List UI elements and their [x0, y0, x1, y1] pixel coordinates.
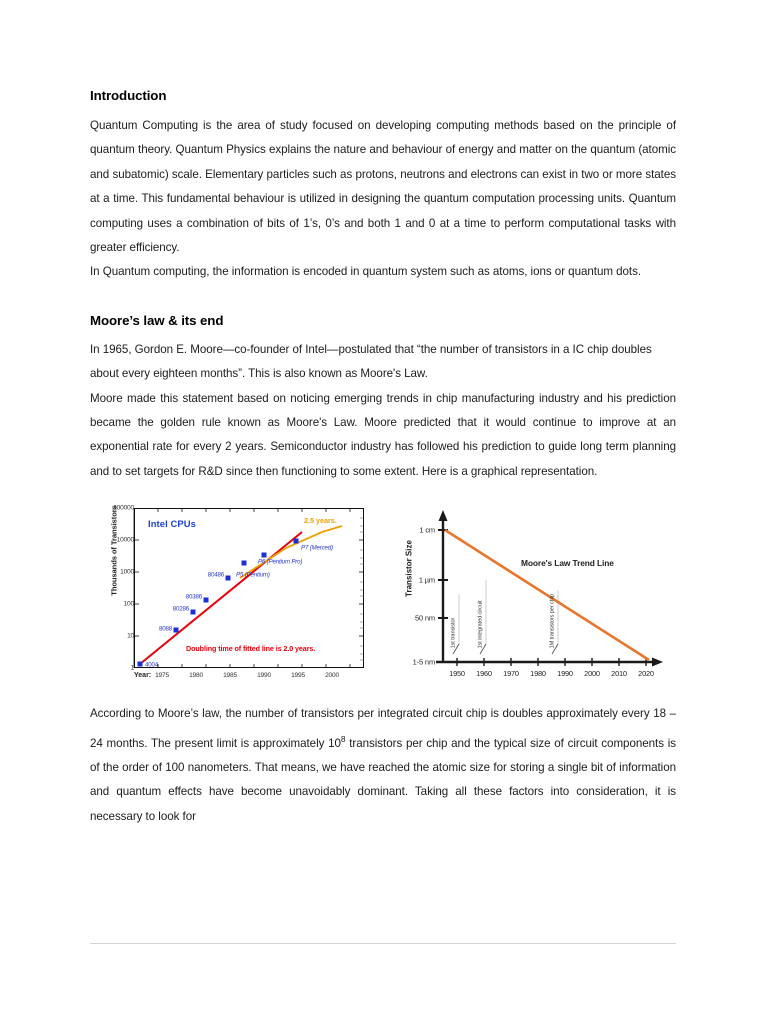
right-x-tick-1980: 1980: [530, 669, 546, 679]
figure-row-charts: [90, 502, 676, 702]
section-spacer: [90, 285, 676, 313]
y-tick-100: 100: [123, 600, 134, 608]
data-label-80286: 80286: [172, 605, 189, 613]
left-chart-y-axis-label: Thousands of Transistors: [109, 505, 119, 596]
y-tick-1000: 1000: [120, 568, 134, 576]
data-point-p6: [262, 553, 267, 558]
right-y-tick-1-5nm: 1-5 nm: [412, 657, 435, 667]
y-tick-1: 1: [130, 664, 134, 672]
data-label-p6: P6 (Pentium Pro): [258, 558, 303, 566]
data-label-80486: 80486: [207, 571, 224, 579]
left-chart-fitline-label: Doubling time of fitted line is 2.0 years.: [186, 644, 316, 654]
data-point-80286: [191, 610, 196, 615]
chart-moores-law-trend-line: [391, 502, 671, 702]
right-x-tick-2010: 2010: [611, 669, 627, 679]
data-label-8088: 8088: [159, 625, 172, 633]
left-chart-secondline-label: 2.5 years.: [304, 516, 337, 526]
data-label-80386: 80386: [185, 593, 202, 601]
annotation-1m-transistors-per-chip: 1M transistors per chip: [549, 594, 556, 649]
x-tick-1975: 1975: [155, 672, 169, 680]
right-x-tick-2000: 2000: [584, 669, 600, 679]
document-content: [90, 88, 676, 829]
data-label-4004: 4004: [145, 661, 158, 669]
right-x-tick-1960: 1960: [476, 669, 492, 679]
data-point-p5: [242, 561, 247, 566]
left-chart-title: Intel CPUs: [148, 518, 196, 530]
annotation-1st-integrated-circuit: 1st integrated circuit: [477, 600, 484, 649]
y-tick-100000: 100000: [113, 504, 134, 512]
data-label-p7: P7 (Merced): [301, 544, 333, 552]
data-label-p5: P5 (Pentium): [236, 571, 270, 579]
x-tick-2000: 2000: [325, 672, 339, 680]
x-tick-1995: 1995: [291, 672, 305, 680]
page-footer-divider: [90, 943, 676, 944]
x-tick-1985: 1985: [223, 672, 237, 680]
paragraph-moores-law-2: Moore made this statement based on noticing emerging trends in chip manufacturing industry and his prediction became the golden rule known as Moore's Law. Moore predicted that it would continue to improve at an exponential rate for every 2 years. Semiconductor industry has followed his prediction to guide long term planning and to set targets for R&D since then functioning to some extent. Here is a graphical representation.: [90, 391, 676, 478]
data-point-4004: [138, 662, 143, 667]
section-heading-moores-law: Moore’s law & its end: [90, 312, 224, 328]
right-y-tick-50nm: 50 nm: [414, 613, 435, 623]
right-y-tick-1um: 1 µm: [418, 575, 435, 585]
closing-exponent: 8: [340, 733, 346, 744]
section-heading-introduction: Introduction: [90, 88, 167, 103]
right-x-tick-1970: 1970: [503, 669, 519, 679]
right-chart-trend-label: Moore's Law Trend Line: [521, 558, 614, 569]
closing-text-b: transistors per chip and the typical size of circuit components is of the order of 100 nanometers. That means, we have reached the atomic size for storing a single bit of information and quantum effects have become unavoidably dominant. Taking all these factors into consideration, it is necessary to look for: [90, 736, 676, 823]
left-chart-x-axis-label: Year:: [134, 672, 152, 680]
y-tick-10: 10: [127, 632, 134, 640]
data-point-8088: [174, 628, 179, 633]
paragraph-closing: [90, 702, 676, 829]
annotation-1st-transistor: 1st transistor: [450, 618, 457, 649]
chart-intel-cpus-transistor-count: [90, 502, 375, 702]
data-point-80486: [226, 576, 231, 581]
right-chart-y-axis-label: Transistor Size: [404, 540, 414, 598]
data-point-p7: [294, 539, 299, 544]
closing-text-a: According to Moore’s law, the number of transistors per integrated circuit chip is doubles approximately every 18 – 24 months. The present limit is approximately 10: [90, 707, 676, 750]
x-tick-1990: 1990: [257, 672, 271, 680]
data-point-80386: [204, 598, 209, 603]
right-y-tick-1cm: 1 cm: [419, 525, 435, 535]
right-x-tick-1950: 1950: [449, 669, 465, 679]
paragraph-introduction-1: Quantum Computing is the area of study focused on developing computing methods based on the principle of quantum theory. Quantum Physics explains the nature and behaviour of energy and matter on the quantum (atomic and subatomic) scale. Elementary particles such as protons, neutrons and electrons can exist in two or more states at a time. This fundamental behaviour is utilized in designing the quantum computation processing units. Quantum computing uses a combination of bits of 1’s, 0’s and both 1 and 0 at a time to perform computational tasks with greater efficiency.: [90, 119, 676, 255]
y-tick-10000: 10000: [116, 536, 134, 544]
x-tick-1980: 1980: [189, 672, 203, 680]
right-x-tick-1990: 1990: [557, 669, 573, 679]
paragraph-introduction-2: In Quantum computing, the information is encoded in quantum system such as atoms, ions or quantum dots.: [90, 265, 642, 279]
left-chart-x-axis: [134, 672, 370, 686]
paragraph-moores-law-1: In 1965, Gordon E. Moore—co-founder of Intel—postulated that “the number of transistors in a IC chip doubles about every eighteen months”. This is also known as Moore's Law.: [90, 342, 652, 381]
right-x-tick-2020: 2020: [638, 669, 654, 679]
